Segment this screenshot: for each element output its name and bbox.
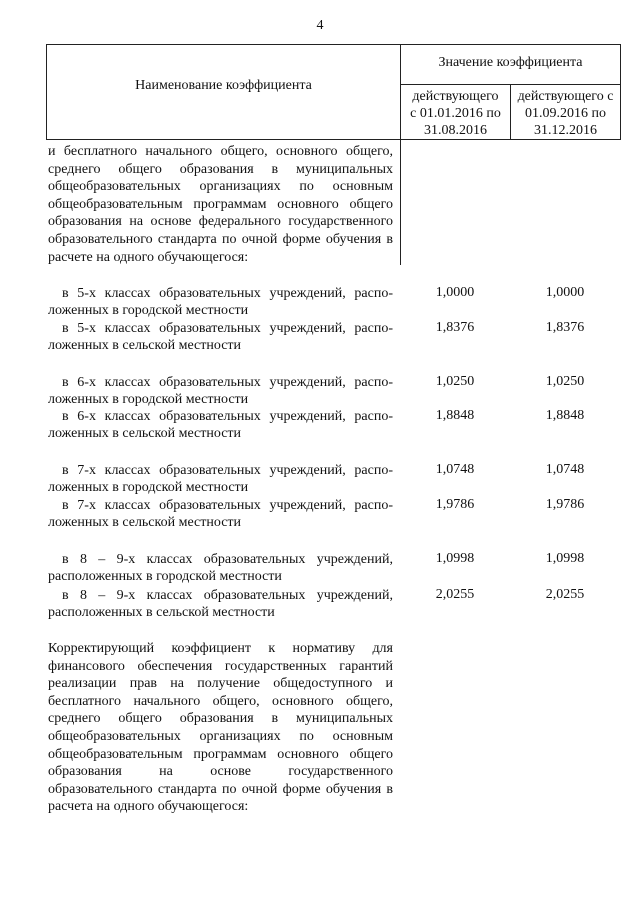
period-1-line: с 01.01.2016 по bbox=[410, 106, 501, 121]
row-value-period-1: 1,0250 bbox=[435, 374, 475, 389]
period-2-line: 31.12.2016 bbox=[534, 123, 597, 138]
row-value-period-1: 1,8376 bbox=[435, 320, 475, 335]
row-label-line: в 6-х классах образовательных учреждений, распо- bbox=[62, 375, 393, 390]
period-2-line: действующего с bbox=[517, 89, 614, 104]
row-label-line: расположенных в сельской местности bbox=[48, 605, 275, 620]
row-value-period-2: 1,0000 bbox=[545, 285, 585, 300]
row-value-period-2: 2,0255 bbox=[545, 587, 585, 602]
row-value-period-2: 1,8376 bbox=[545, 320, 585, 335]
period-1-line: действующего bbox=[412, 89, 499, 104]
row-value-period-1: 1,0998 bbox=[435, 551, 475, 566]
row-value-period-1: 1,9786 bbox=[435, 497, 475, 512]
row-value-period-2: 1,0748 bbox=[545, 462, 585, 477]
row-label-line: ложенных в сельской местности bbox=[48, 338, 242, 353]
period-1-line: 31.08.2016 bbox=[424, 123, 487, 138]
row-label-line: в 6-х классах образовательных учреждений, распо- bbox=[62, 409, 393, 424]
row-value-period-1: 1,0748 bbox=[435, 462, 475, 477]
row-label-line: в 7-х классах образовательных учреждений, распо- bbox=[62, 463, 393, 478]
column-header-value: Значение коэффициента bbox=[438, 55, 583, 70]
page-number: 4 bbox=[316, 18, 324, 33]
row-value-period-2: 1,9786 bbox=[545, 497, 585, 512]
row-value-period-2: 1,0998 bbox=[545, 551, 585, 566]
row-value-period-1: 1,0000 bbox=[435, 285, 475, 300]
closing-paragraph: Корректирующий коэффициент к нормативу для финансового обеспечения государственных гарантий реализации прав на получение общедоступного и бесплатного начального общего, основного общего, среднего общего образования в муниципальных общеобразовательных организациях по основным общеобразовательным программам основного общего образования на основе государственного образовательного стандарта по очной форме обучения в расчета на одного обучающегося: bbox=[48, 641, 393, 815]
body-divider bbox=[400, 140, 401, 265]
row-label bbox=[48, 587, 393, 621]
row-label-line: в 8 – 9-х классах образовательных учреждений, bbox=[62, 588, 393, 603]
row-label-line: в 5-х классах образовательных учреждений, распо- bbox=[62, 286, 393, 301]
column-header-name: Наименование коэффициента bbox=[135, 78, 312, 93]
period-2-line: 01.09.2016 по bbox=[525, 106, 606, 121]
row-label-line: ложенных в городской местности bbox=[48, 303, 249, 318]
row-label-line: ложенных в сельской местности bbox=[48, 515, 242, 530]
row-label-line: расположенных в городской местности bbox=[48, 569, 282, 584]
row-label-line: в 8 – 9-х классах образовательных учреждений, bbox=[62, 552, 393, 567]
column-header-period-1 bbox=[401, 88, 510, 139]
row-value-period-1: 1,8848 bbox=[435, 408, 475, 423]
row-label-line: ложенных в городской местности bbox=[48, 392, 249, 407]
row-value-period-2: 1,0250 bbox=[545, 374, 585, 389]
row-value-period-1: 2,0255 bbox=[435, 587, 475, 602]
row-label bbox=[48, 462, 393, 496]
row-label-line: ложенных в сельской местности bbox=[48, 426, 242, 441]
row-label-line: ложенных в городской местности bbox=[48, 480, 249, 495]
row-label-line: в 7-х классах образовательных учреждений, распо- bbox=[62, 498, 393, 513]
row-label bbox=[48, 374, 393, 408]
intro-paragraph: и бесплатного начального общего, основного общего, среднего общего образования в муниципальных общеобразовательных организациях по основным общеобразовательным программам основного общего образования на основе федерального государственного образовательного стандарта по очной форме обучения в расчете на одного обучающегося: bbox=[48, 144, 393, 265]
row-label bbox=[48, 551, 393, 585]
header-divider bbox=[400, 84, 621, 85]
row-label bbox=[48, 285, 393, 319]
column-header-period-2 bbox=[511, 88, 620, 139]
row-label bbox=[48, 497, 393, 531]
row-label-line: в 5-х классах образовательных учреждений, распо- bbox=[62, 321, 393, 336]
row-label bbox=[48, 320, 393, 354]
row-value-period-2: 1,8848 bbox=[545, 408, 585, 423]
row-label bbox=[48, 408, 393, 442]
